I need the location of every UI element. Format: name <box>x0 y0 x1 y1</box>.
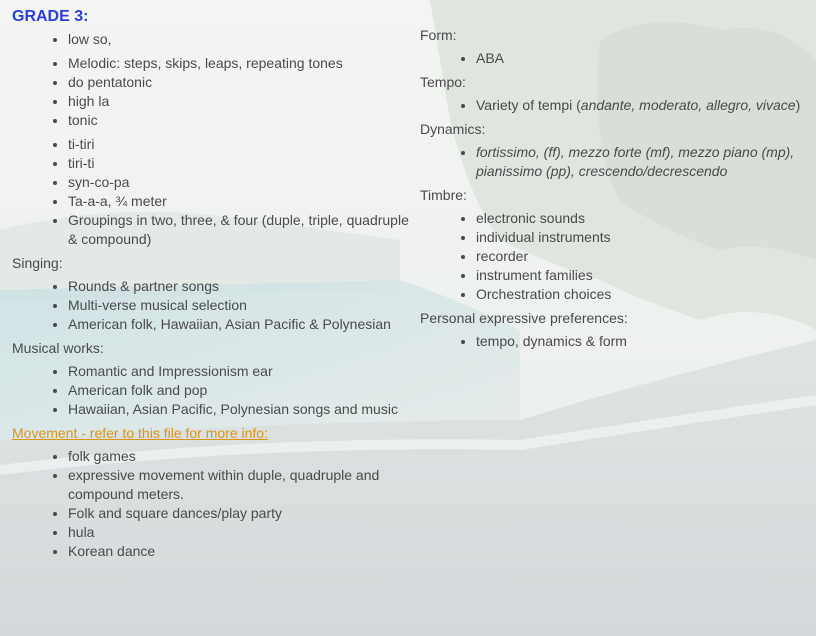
list-item: • Folk and square dances/play party <box>68 504 412 523</box>
tempo-suffix: ) <box>795 97 801 113</box>
list-general <box>12 30 412 49</box>
list-item: • expressive movement within duple, quadruple and compound meters. <box>68 466 412 504</box>
list-movement <box>12 447 412 561</box>
list-item: • American folk, Hawaiian, Asian Pacific & Polynesian <box>68 315 412 334</box>
tempo-terms: andante, moderato, allegro, vivace <box>580 97 796 113</box>
tempo-prefix: Variety of tempi ( <box>476 97 581 113</box>
list-rhythm <box>12 135 412 249</box>
list-item: • recorder <box>476 247 810 266</box>
list-item: • Groupings in two, three, & four (duple, triple, quadruple & compound) <box>68 211 412 249</box>
list-item: • instrument families <box>476 266 810 285</box>
right-column <box>420 26 810 356</box>
list-item: • Hawaiian, Asian Pacific, Polynesian songs and music <box>68 400 412 419</box>
list-item: • low so, <box>68 30 412 49</box>
list-item: • high la <box>68 92 412 111</box>
list-dynamics <box>420 143 810 181</box>
list-musical-works <box>12 362 412 419</box>
list-item: • individual instruments <box>476 228 810 247</box>
dynamics-label: Dynamics: <box>420 121 486 137</box>
list-preferences <box>420 332 810 351</box>
list-item: • Ta-a-a, ¾ meter <box>68 192 412 211</box>
list-item <box>476 96 810 115</box>
form-label: Form: <box>420 27 457 43</box>
list-tempo <box>420 96 810 115</box>
list-item: • Melodic: steps, skips, leaps, repeating tones <box>68 54 412 73</box>
list-item: • tiri-ti <box>68 154 412 173</box>
movement-file-link[interactable]: Movement - refer to this file for more info: <box>12 425 268 441</box>
left-column <box>12 0 412 566</box>
list-item: • ABA <box>476 49 810 68</box>
list-item: • American folk and pop <box>68 381 412 400</box>
list-item: • do pentatonic <box>68 73 412 92</box>
list-timbre <box>420 209 810 304</box>
list-item: • hula <box>68 523 412 542</box>
list-item: • tonic <box>68 111 412 130</box>
list-item: • Rounds & partner songs <box>68 277 412 296</box>
list-form <box>420 49 810 68</box>
list-item: • electronic sounds <box>476 209 810 228</box>
list-item: • Korean dance <box>68 542 412 561</box>
list-singing <box>12 277 412 334</box>
personal-preferences-label: Personal expressive preferences: <box>420 310 628 326</box>
list-item: • Romantic and Impressionism ear <box>68 362 412 381</box>
list-item: • tempo, dynamics & form <box>476 332 810 351</box>
tempo-label: Tempo: <box>420 74 466 90</box>
list-item: • Multi-verse musical selection <box>68 296 412 315</box>
list-item: • fortissimo, (ff), mezzo forte (mf), mezzo piano (mp), pianissimo (pp), crescendo/decrescendo <box>476 143 810 181</box>
list-item: • folk games <box>68 447 412 466</box>
grade-heading: GRADE 3: <box>12 8 89 25</box>
musical-works-label: Musical works: <box>12 340 104 356</box>
list-item: • Orchestration choices <box>476 285 810 304</box>
timbre-label: Timbre: <box>420 187 467 203</box>
list-melodic <box>12 54 412 130</box>
list-item: • ti-tiri <box>68 135 412 154</box>
list-item: • syn-co-pa <box>68 173 412 192</box>
singing-label: Singing: <box>12 255 63 271</box>
